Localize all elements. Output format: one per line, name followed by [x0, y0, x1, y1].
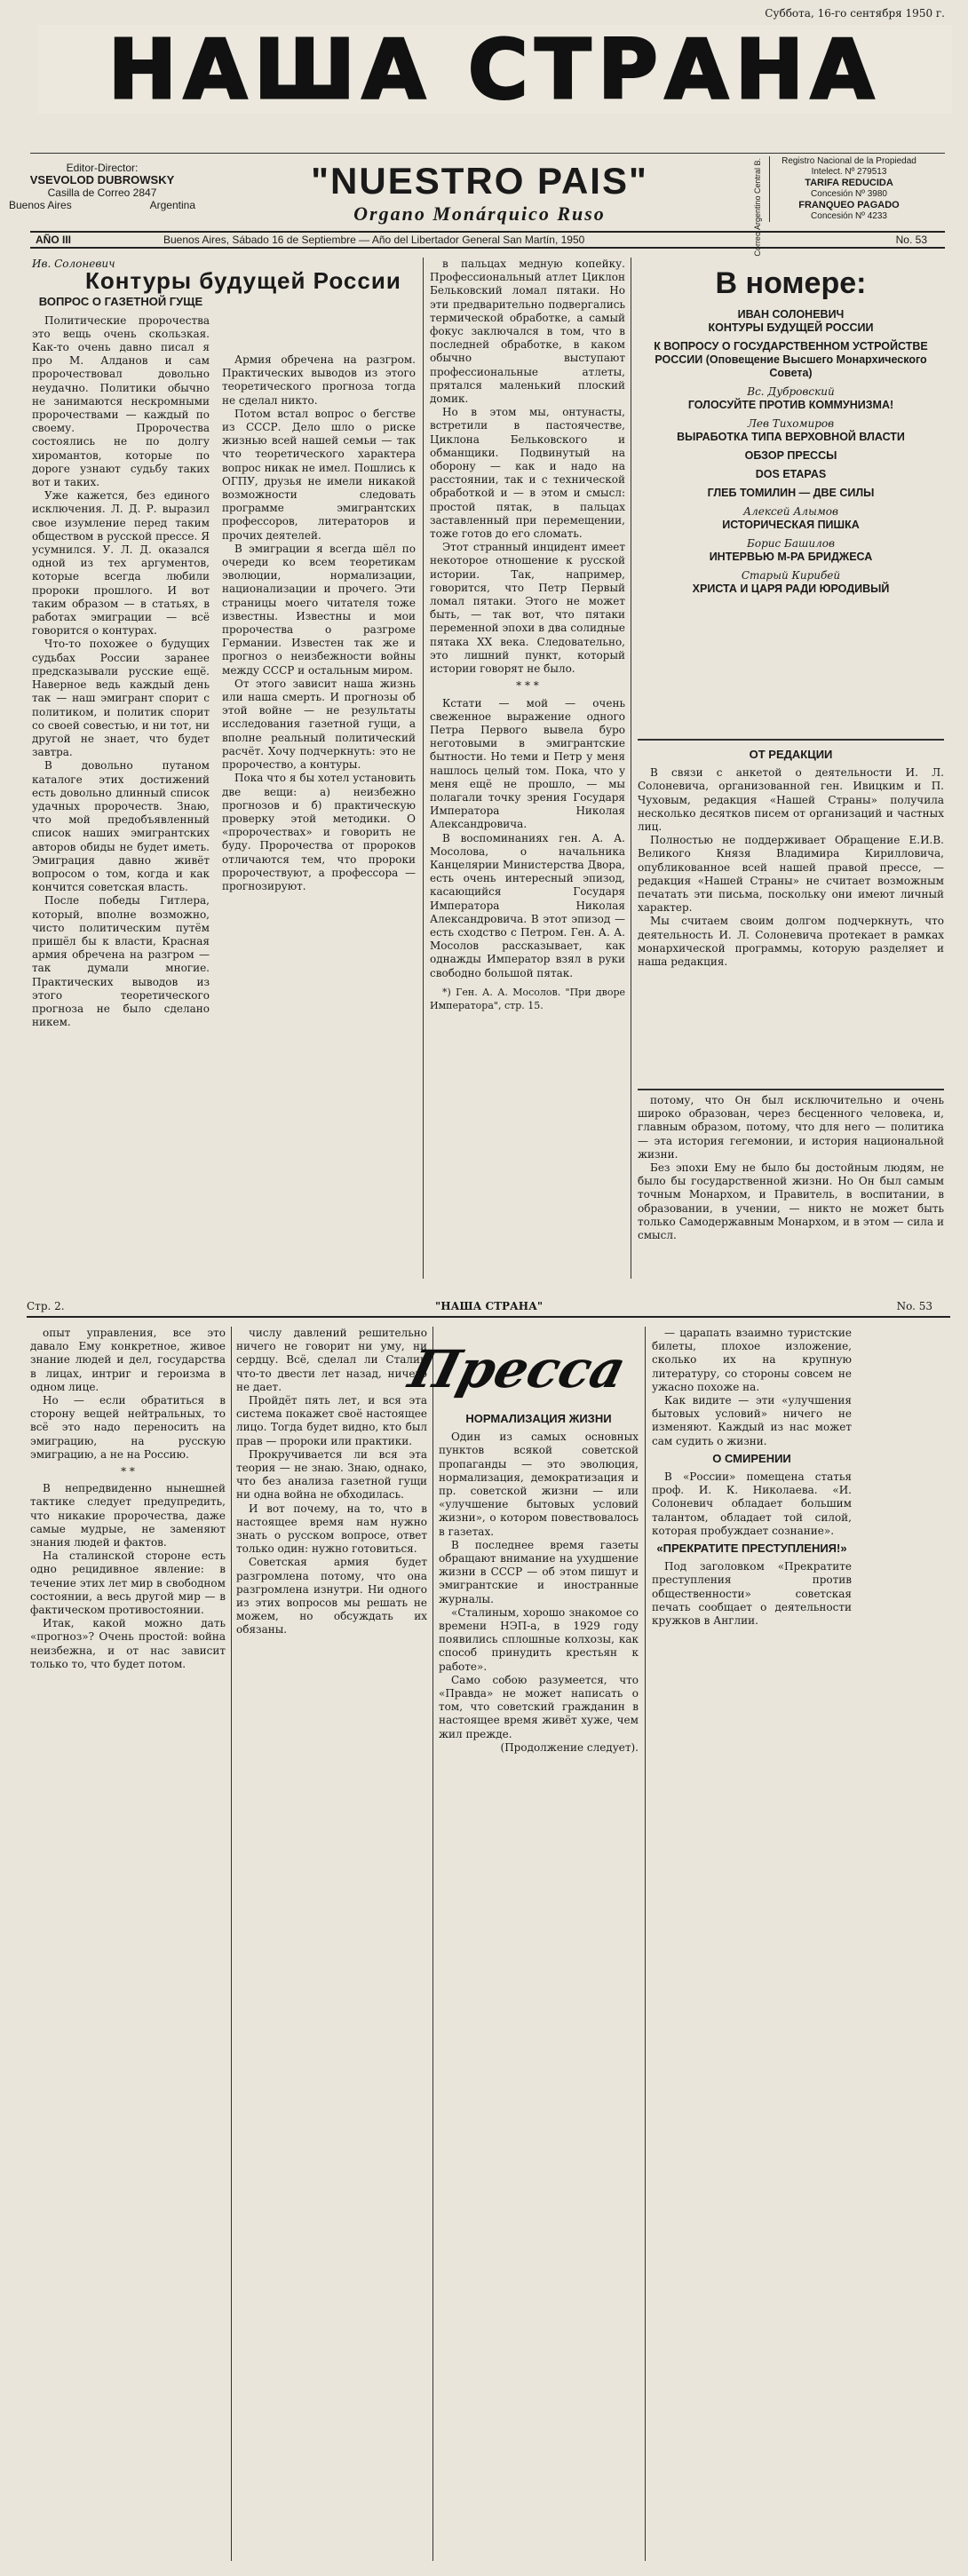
paragraph: В воспоминаниях ген. А. А. Мосолова, о начальника Канцелярии Министерства Двора, есть очень интересный эпизод, касающийся Государя Императора Николая Александровича. В этот эпизод — есть сходство с Петром. Ген. А. А. Мосолов рассказывает, как однажды Император взял в руки свободно большой пятак.	[430, 831, 625, 979]
year-label: AÑO III	[36, 234, 72, 246]
paragraph: Без эпохи Ему не было бы достойным людям, не было бы государственной жизни. Но Он был самым точным Монархом, и Правитель, в воспитании, в образовании, в учении, — никто не может быть только Самодержавным Монархом, и в этом — сила и смысл.	[638, 1161, 944, 1242]
info-bar	[30, 231, 945, 249]
page2-col1: опыт управления, все это давало Ему конкретное, живое знание людей и дел, государства в лицах, интриг и героизма в одном лице. Но — если обратиться в сторону вещей нейтральных, то всё это надо переносить на эмиграцию, на русскую эмиграцию, а не на Россию. * * В непредвиденно нынешней тактике следует предупредить, что никакие пророчества, даже самые мудрые, не заменяют знания людей и фактов. На сталинской стороне есть одно рецидивное явление: в течение этих лет мир в свободном состоянии, а весь другой мир — в фактическом противостоянии. Итак, какой можно дать «прогноз»? Очень простой: война неизбежна, и от нас зависит только то, что будет потом.	[30, 1327, 226, 1670]
page2-header	[27, 1300, 950, 1318]
column-rule	[432, 1327, 433, 2561]
organ-line: Organo Monárquico Ruso	[353, 202, 606, 225]
paragraph: Прокручивается ли вся эта теория — не знаю. Знаю, однако, что без анализа газетной гущи ни одна война не обходилась.	[236, 1447, 427, 1502]
paragraph: Один из самых основных пунктов всякой советской пропаганды — это эволюция, нормализация, демократизация и пр. советской жизни — или «улучшение бытовых условий жизни», о котором повествовалось в газетах.	[439, 1431, 639, 1538]
paragraph: Само собою разумеется, что «Правда» не может написать о том, что советский гражданин в настоящее время живёт хуже, чем жил прежде.	[439, 1673, 639, 1740]
divider	[30, 153, 945, 154]
paragraph: Но — если обратиться в сторону вещей нейтральных, то всё это надо переносить на эмиграцию, на русскую эмиграцию, а не на Россию.	[30, 1394, 226, 1461]
page2-issue: No. 53	[896, 1300, 932, 1312]
paragraph: Итак, какой можно дать «прогноз»? Очень простой: война неизбежна, и от нас зависит только то, что будет потом.	[30, 1617, 226, 1670]
concesion-1: Concesión Nº 3980	[811, 189, 887, 199]
paragraph: После победы Гитлера, который, вполне возможно, чисто политическим путём пришёл бы к власти, Красная армия обречена на разгром — так думали многие. Практических выводов из этого теоретического прогноза не было сделано никем.	[32, 894, 210, 1029]
table-of-contents	[638, 266, 944, 601]
paragraph: потому, что Он был исключительно и очень широко образован, через бесценного человека, и, главным образом, потому, что для него — политика — эта история гегемонии, и история национальной жизни.	[638, 1094, 944, 1161]
editorial	[638, 746, 944, 1083]
paragraph: Потом встал вопрос о бегстве из СССР. Дело шло о риске жизнью всей нашей семьи — так что теоретического характера вопрос никак не имел. Пошлись к ОГПУ, друзья не имели никакой возможности следовать программе эмигрантских профессоров, литераторов и прочих деятелей.	[222, 407, 416, 542]
editor-name: VSEVOLOD DUBROWSKY	[29, 173, 175, 186]
byline: Ив. Солоневич	[32, 258, 115, 270]
paragraph: На сталинской стороне есть одно рецидивное явление: в течение этих лет мир в свободном состоянии, а весь другой мир — в фактическом противостоянии.	[30, 1550, 226, 1617]
page2-col3	[439, 1408, 639, 2561]
editor-casilla: Casilla de Correo 2847	[47, 186, 157, 199]
concesion-2: Concesión Nº 4233	[811, 211, 887, 221]
editor-box	[9, 162, 195, 211]
paragraph: Советская армия будет разгромлена потому, что она разгромлена изнутри. Ни одного из этих вопросов мы решать не можем, но обсуждать их обязаны.	[236, 1556, 427, 1637]
article-headline: Контуры будущей России	[85, 267, 401, 295]
registry-box	[769, 156, 924, 222]
paragraph: В эмиграции я всегда шёл по очереди ко всем теоретикам эволюции, нормализации, национализации и прочего. Эти страницы моего читателя тоже известны. Известны и мои пророчества о разгроме Германии. Известен так же и прогноз о неизбежности войны между СССР и остальным миром.	[222, 542, 416, 677]
issue-number: No. 53	[895, 234, 927, 246]
tarifa-label: TARIFA REDUCIDA	[805, 178, 893, 188]
continued-note: (Продолжение следует).	[500, 1740, 639, 1754]
paragraph: В довольно путаном каталоге этих достижений есть довольно длинный список удачных пророчеств. Знаю, что мой предобъявленный список наших эмигрантских авторов обиды не будет иметь. Эмиграция давно живёт вопросом о том, когда и как кончится советская власть.	[32, 759, 210, 894]
paragraph: От этого зависит наша жизнь или наша смерть. И прогнозы об этой войне — не результаты исследования газетной гущи, а вполне реальный политический расчёт. Хочу подчеркнуть: это не пророчество, а контуры.	[222, 677, 416, 772]
subtitle: "NUESTRO PAIS"	[311, 160, 648, 202]
editorial-continued	[638, 1094, 944, 1279]
paragraph: В последнее время газеты обращают внимание на ухудшение жизни в СССР — об этом пишут и эмигрантские и иностранные журналы.	[439, 1538, 639, 1605]
section-heading: «ПРЕКРАТИТЕ ПРЕСТУПЛЕНИЯ!»	[656, 1542, 847, 1556]
subtitle-block	[213, 160, 746, 226]
article-subhead: ВОПРОС О ГАЗЕТНОЙ ГУЩЕ	[38, 295, 203, 309]
dateline: Buenos Aires, Sábado 16 de Septiembre — Año del Libertador General San Martín, 1950	[163, 234, 585, 246]
toc-item: К ВОПРОСУ О ГОСУДАРСТВЕННОМ УСТРОЙСТВЕ РОССИИ (Оповещение Высшего Монархического Совета)	[654, 340, 928, 379]
paragraph: Кстати — мой — очень свеженное выражение одного Петра Первого вывела буро неготовыми в эмигрантские бытности. Но теми и Петр у меня нашлось целый том. Пока, что у меня ещё не прошло, — мы полагали точку зрения Государя Императора Николая Александровича.	[430, 696, 625, 831]
paragraph: Уже кажется, без единого исключения. Л. Д. Р. выразил свое изумление перед таким обществом в русской прессе. Я усумнился. У. Л. Д. оказался одной из тех аргументов, которые всегда любили пророки прошлого. И вот таким образом — в статьях, в работах эмиграции — всё говорится о контурах.	[32, 489, 210, 638]
paragraph: числу давлений решительно ничего не говорит ни уму, ни сердцу. Всё, сделал ли Сталин что-то двести лет назад, ничего не дает.	[236, 1327, 427, 1393]
toc-item: Борис Башилов ИНТЕРВЬЮ М-РА БРИДЖЕСА	[709, 537, 873, 563]
column-rule	[231, 1327, 232, 2561]
franqueo-label: FRANQUEO PAGADO	[798, 200, 900, 210]
editor-city: Buenos Aires	[9, 199, 72, 211]
press-review-logo: Пресса	[403, 1339, 632, 1399]
page-number: Стр. 2.	[27, 1300, 65, 1312]
page2-title: "НАША СТРАНА"	[435, 1300, 544, 1312]
newspaper-title: НАША СТРАНА	[37, 25, 952, 114]
paragraph: Мы считаем своим долгом подчеркнуть, что деятельность И. Л. Солоневича протекает в рамках монархической программы, которую разделяет и наша редакция.	[638, 915, 944, 969]
toc-item: Вс. Дубровский ГОЛОСУЙТЕ ПРОТИВ КОММУНИЗМА!	[687, 385, 894, 411]
toc-item: Алексей Алымов ИСТОРИЧЕСКАЯ ПИШКА	[722, 505, 860, 531]
column-rule	[645, 1327, 646, 2561]
date-line: Суббота, 16-го сентября 1950 г.	[765, 7, 945, 20]
paragraph: Как видите — эти «улучшения бытовых условий» ничего не изменяют. Каждый из нас может сам судить о жизни.	[652, 1394, 852, 1447]
section-heading: О СМИРЕНИИ	[712, 1451, 791, 1465]
paragraph: Пока что я бы хотел установить две вещи: а) неизбежно прогнозов и б) практическую проверку этой методики. О «пророчествах» и говорить не буду. Пророчества от пророков отличаются тем, что пророки пророчествуют, а профессора — прогнозируют.	[222, 772, 416, 892]
page2-col2	[236, 1327, 427, 2561]
paragraph: Полностью не поддерживает Обращение Е.И.В. Великого Князя Владимира Кирилловича, опубликованное всей нашей правой прессе, — редакция «Нашей Страны» не считает возможным печатать эти письма, поскольку они имеют личный характер.	[638, 834, 944, 915]
paragraph: Этот странный инцидент имеет некоторое отношение к русской истории. Так, например, говорится, что Петр Первый ломал пятаки. Этого не может быть, — так вот, что пятаки переменной эпохи в два солидные пятака XX века. Следовательно, это лишний пункт, который истории говорят не было.	[430, 541, 625, 676]
paragraph: В связи с анкетой о деятельности И. Л. Солоневича, организованной ген. Ивицким и П. Чуховым, редакция «Нашей Страны» получила несколько десятков писем от организаций и частных лиц.	[638, 766, 944, 834]
paragraph: В непредвиденно нынешней тактике следует предупредить, что никакие пророчества, даже самые мудрые, не заменяют знания людей и фактов.	[30, 1482, 226, 1550]
editorial-heading: ОТ РЕДАКЦИИ	[749, 748, 833, 761]
editor-country: Argentina	[149, 199, 195, 211]
paragraph: И вот почему, на то, что в настоящее время нам нужно знать о русском вопросе, ответ только один: нужно готовиться.	[236, 1502, 427, 1556]
paragraph: опыт управления, все это давало Ему конкретное, живое знание людей и дел, государства в лицах, интриг и героизма в одном лице.	[30, 1327, 226, 1393]
paragraph: — царапать взаимно туристские билеты, плохое изложение, сколько их на крупную литературу, со стороны совсем не ужасно похоже на.	[652, 1327, 852, 1393]
column-rule	[423, 258, 424, 1279]
paragraph: Армия обречена на разгром. Практических выводов из этого теоретического прогноза тогда не сделал никто.	[222, 353, 416, 407]
toc-heading: В номере:	[715, 266, 867, 300]
paragraph: Что-то похожее о будущих судьбах России заранее предсказывали русские ещё. Наверное ведь каждый день так — наш эмигрант спорит с политиком, и политик спорит со своей совестью, и ни тот, ни другой не знает, что будет завтра.	[32, 638, 210, 759]
registry-line: Registro Nacional de la Propiedad Intelect. Nº 279513	[782, 156, 916, 177]
footnote: *) Ген. А. А. Мосолов. "При дворе Императора", стр. 15.	[430, 986, 625, 1011]
paragraph: Под заголовком «Прекратите преступления против общественности» советская печать сообщает о деятельности кружков в Англии.	[652, 1560, 852, 1628]
toc-item: ОБЗОР ПРЕССЫ	[744, 449, 837, 462]
divider	[638, 739, 944, 741]
divider	[638, 1089, 944, 1090]
paragraph: в пальцах медную копейку. Профессиональный атлет Циклон Бельковский ломал пятаки. Но эти предварительно подвергались термической обработке, а самый фокус заключался в том, что в последней обработке, в каком обычно выступают профессиональные атлеты, прятался маленький плоский домик.	[430, 258, 625, 406]
editor-label: Editor-Director:	[66, 162, 139, 174]
correo-label: Correo Argentino Central B.	[753, 158, 762, 257]
toc-item: DOS ETAPAS	[755, 468, 827, 480]
toc-item: Старый Кирибей ХРИСТА И ЦАРЯ РАДИ ЮРОДИВЫЙ	[692, 569, 890, 595]
paragraph: Политические пророчества это вещь очень скользкая. Как-то очень давно писал я про М. Алданов и сам пророчествовал довольно неудачно. Политики обычно не занимаются нескромными пророчествами — каждый по своему. Пророчества состоялись не по долгу хиромантов, которые по дороге узнают судьбу таких вот и таких.	[32, 313, 210, 489]
article1-col3: в пальцах медную копейку. Профессиональный атлет Циклон Бельковский ломал пятаки. Но эти предварительно подвергались термической обработке, а самый фокус заключался в том, что в последней обработке, в каком обычно выступают профессиональные атлеты, прятался маленький плоский домик. Но в этом мы, онтунасты, встретили в пастоячестве, Циклона Бельковского и обманщики. Подвинутый на оборону — как и надо на расстоянии, так и с технической обработкой и — в этом и смысл: простой пятак, в пальцах заставленный при перемещении, тоже готов до его сломать. Этот странный инцидент имеет некоторое отношение к русской истории. Так, например, говорится, что Петр Первый ломал пятаки. Этого не может быть, — так вот, что пятаки переменной эпохи в два солидные пятака XX века. Следовательно, это лишний пункт, который истории говорят не было. * * * Кстати — мой — очень свеженное выражение одного Петра Первого вывела буро неготовыми в эмигрантские бытности. Но теми и Петр у меня нашлось целый том. Пока, что у меня ещё не прошло, — мы полагали точку зрения Государя Императора Николая Александровича. В воспоминаниях ген. А. А. Мосолова, о начальника Канцелярии Министерства Двора, есть очень интересный эпизод, касающийся Государя Императора Николая Александровича. В этот эпизод — есть сходство с Петром. Ген. А. А. Мосолов рассказывает, как однажды Император взял в руки свободно большой пятак. *) Ген. А. А. Мосолов. "При дворе Императора", стр. 15.	[430, 258, 625, 1011]
toc-item: Лев Тихомиров ВЫРАБОТКА ТИПА ВЕРХОВНОЙ ВЛАСТИ	[677, 417, 905, 443]
toc-item: ИВАН СОЛОНЕВИЧ КОНТУРЫ БУДУЩЕЙ РОССИИ	[708, 308, 874, 334]
paragraph: Но в этом мы, онтунасты, встретили в пастоячестве, Циклона Бельковского и обманщики. Подвинутый на оборону — как и надо на расстоянии, так и с технической обработкой и — в этом и смысл: простой пятак, в пальцах заставленный при перемещении, тоже готов до его сломать.	[430, 406, 625, 541]
paragraph: «Сталиным, хорошо знакомое со времени НЭП-а, в 1929 году появились сплошные колхозы, как способ принудить крестьян к работе».	[439, 1605, 639, 1673]
page2-col4	[652, 1327, 852, 2561]
article1-col2	[222, 353, 416, 1279]
section-heading: НОРМАЛИЗАЦИЯ ЖИЗНИ	[465, 1412, 612, 1425]
paragraph: В «России» помещена статья проф. И. К. Николаева. «И. Солоневич обладает большим талантом, обладает той силой, которая пробуждает сознание».	[652, 1470, 852, 1537]
toc-item: ГЛЕБ ТОМИЛИН — ДВЕ СИЛЫ	[707, 487, 875, 499]
paragraph: Пройдёт пять лет, и вся эта система покажет своё настоящее лицо. Тогда будет видно, кто был прав — пророки или практики.	[236, 1394, 427, 1447]
